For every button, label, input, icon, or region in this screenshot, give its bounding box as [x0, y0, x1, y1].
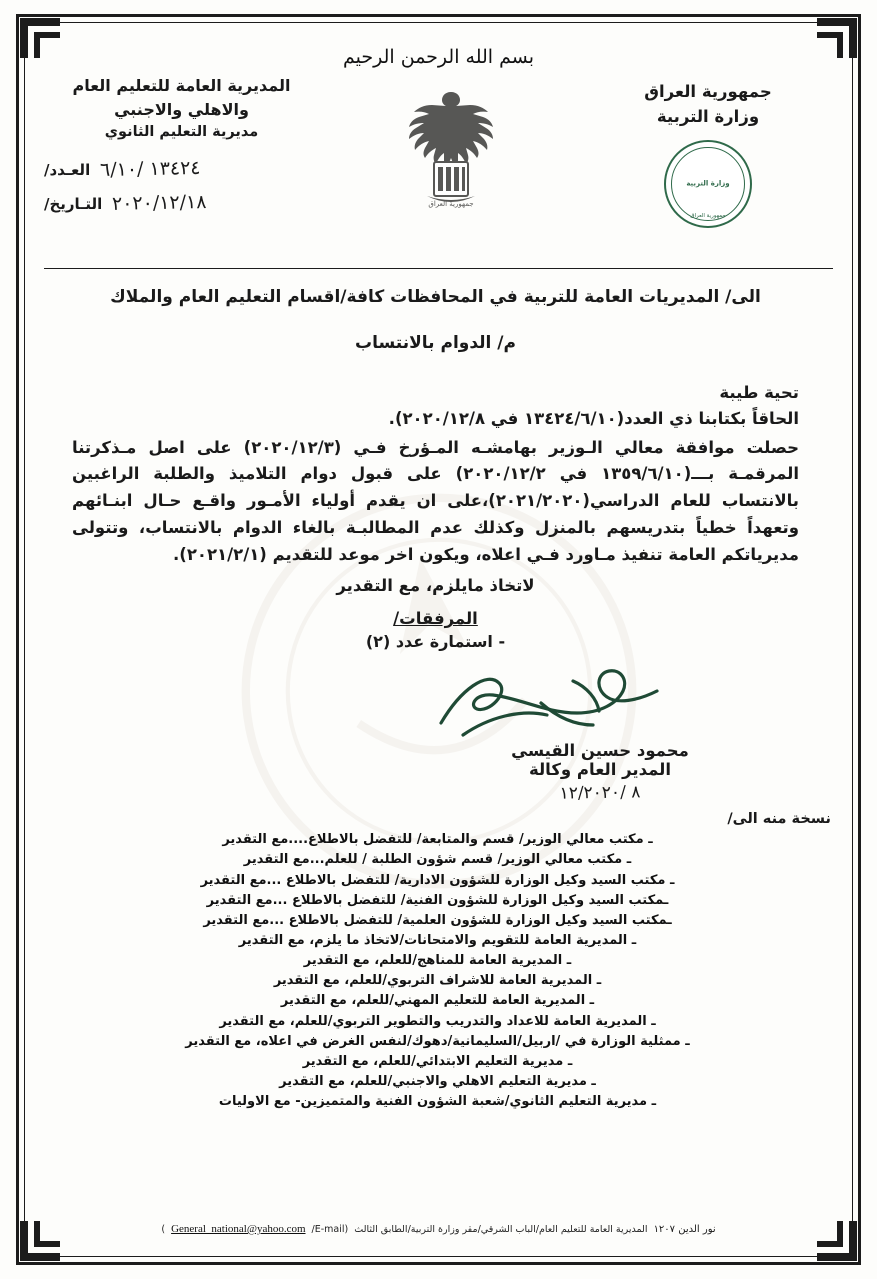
- body-paragraph-1: الحاقاً بكتابنا ذي العدد(١٣٤٢٤/٦/١٠ في ٢٠٢٠/١٢/٨).: [388, 409, 799, 428]
- closing-line: لاتخاذ مايلزم، مع التقدير: [336, 576, 535, 596]
- reference-date-row: [44, 192, 315, 214]
- reference-number-label: العـدد/: [44, 160, 91, 179]
- footer-address: المديرية العامة للتعليم العام/الباب الشرقي/مقر وزارة التربية/الطابق الثالث: [354, 1224, 648, 1235]
- seal-inner-text: وزارة التربية: [686, 179, 730, 188]
- copies-list-item: ـ مكتب معالي الوزير/ قسم شؤون الطلبة / للعلم...مع التقدير: [243, 852, 632, 868]
- copies-list-item: ـ مديرية التعليم الثانوي/شعبة الشؤون الفنية والمتميزين- مع الاوليات: [218, 1094, 657, 1110]
- copies-list-item: ـ المديرية العامة للتقويم والامتحانات/لاتخاذ ما يلزم، مع التقدير: [238, 933, 637, 949]
- letterhead-emblem-block: [319, 66, 583, 218]
- signature-block: [485, 741, 715, 803]
- signatory-name: محمود حسين القيسي: [511, 741, 689, 761]
- copies-list-item: ـ المديرية العامة للتعليم المهني/للعلم، مع التقدير: [280, 993, 595, 1009]
- attachments-title: المرفقات/: [393, 609, 478, 629]
- ministry-seal-icon: [664, 140, 752, 228]
- copies-list-item: ـ ممثلية الوزارة في /اربيل/السليمانية/دهوك/لنفس الغرض في اعلاه، مع التقدير: [185, 1033, 690, 1049]
- directorate-line-2: والاهلي والاجنبي: [114, 100, 249, 119]
- recipient-line: الى/ المديريات العامة للتربية في المحافظات كافة/اقسام التعليم العام والملاك: [110, 287, 761, 307]
- document-content: [44, 40, 833, 1239]
- reference-block: [44, 158, 319, 214]
- copies-section: [44, 811, 833, 1112]
- copies-list-item: ـ المديرية العامة للاشراف التربوي/للعلم، مع التقدير: [273, 973, 602, 989]
- signatory-title: المدير العام وكالة: [528, 760, 672, 780]
- republic-name: جمهورية العراق: [644, 82, 772, 101]
- signature-date: ٨ /١٢/٢٠٢٠: [559, 782, 641, 805]
- page-footer: [44, 1223, 833, 1235]
- copies-list-item: ـ مديرية التعليم الابتدائي/للعلم، مع التقدير: [302, 1053, 573, 1069]
- attachment-item: - استمارة عدد (٢): [365, 632, 506, 652]
- reference-number-value: ١٣٤٢٤ /٦/١٠: [99, 156, 201, 181]
- letterhead: [44, 66, 833, 266]
- copies-list-item: ـ المديرية العامة للمناهج/للعلم، مع التقدير: [303, 953, 572, 969]
- footer-email-link[interactable]: General_national@yahoo.com: [171, 1223, 306, 1235]
- copies-list-item: ـ مكتب معالي الوزير/ قسم والمتابعة/ للتفضل بالاطلاع....مع التقدير: [222, 832, 653, 848]
- copies-list-item: ـمكتب السيد وكيل الوزارة للشؤون الفنية/ للتفضل بالاطلاع ...مع التقدير: [206, 892, 669, 908]
- letterhead-ministry-block: [583, 66, 833, 228]
- signature-area: [44, 657, 833, 807]
- copies-list-item: ـ المديرية العامة للاعداد والتدريب والتطوير التربوي/للعلم، مع التقدير: [219, 1013, 656, 1029]
- iraq-eagle-emblem-icon: [401, 84, 501, 214]
- body-paragraph-2: حصلت موافقة معالي الـوزير بهامشـه المـؤرخ فـي (٢٠٢٠/١٢/٣) على اصل مـذكرتنا المرقمـة بـــ(١٣٥٩/٦/١٠ في ٢٠٢٠/١٢/٢) على قبول دوام التلاميذ والطلبة الراغبين بالانتساب للعام الدراسي(٢٠٢١/٢٠٢٠)،على ان يقدم أولياء الأمـور واقـع حـال ابنـائهم وتعهداً خطياً بتدريسهم بالمنزل وكذلك عدم المطالبـة بالغاء الدوام بالانتساب، وتتولى مديرياتكم العامة تنفيذ مـاورد فـي اعلاه، ويكون اخر موعد للتقديم (٢٠٢١/٢/١).: [72, 437, 800, 564]
- footer-note: نور الدين ١٢٠٧: [653, 1224, 716, 1235]
- directorate-line-3: مديرية التعليم الثانوي: [104, 124, 259, 140]
- letter-body: [44, 269, 833, 651]
- letterhead-directorate-block: [44, 66, 319, 226]
- footer-email-close: ): [161, 1224, 166, 1235]
- reference-date-label: التـاريخ/: [44, 194, 103, 213]
- footer-email-label: (E-mail/: [311, 1224, 349, 1235]
- reference-number-row: [44, 158, 315, 180]
- directorate-line-1: المديرية العامة للتعليم العام: [72, 76, 291, 95]
- subject-line: م/ الدوام بالانتساب: [355, 333, 516, 353]
- copies-title: نسخة منه الى/: [727, 811, 831, 828]
- copies-list-item: ـ مديرية التعليم الاهلي والاجنبي/للعلم، مع التقدير: [279, 1074, 596, 1089]
- copies-list-item: ـمكتب السيد وكيل الوزارة للشؤون العلمية/ للتفضل بالاطلاع ...مع التقدير: [203, 912, 672, 928]
- copies-list: [44, 830, 831, 1112]
- seal-ring-text: جمهورية العراق: [690, 212, 726, 219]
- reference-date-value: ٢٠٢٠/١٢/١٨: [111, 190, 207, 215]
- svg-text:جمهورية العراق: جمهورية العراق: [428, 200, 474, 208]
- greeting-line: تحية طيبة: [719, 383, 799, 402]
- basmala-text: بسم الله الرحمن الرحيم: [343, 46, 534, 68]
- copies-list-item: ـ مكتب السيد وكيل الوزارة للشؤون الادارية/ للتفضل بالاطلاع ...مع التقدير: [200, 872, 675, 888]
- ministry-name: وزارة التربية: [656, 106, 760, 126]
